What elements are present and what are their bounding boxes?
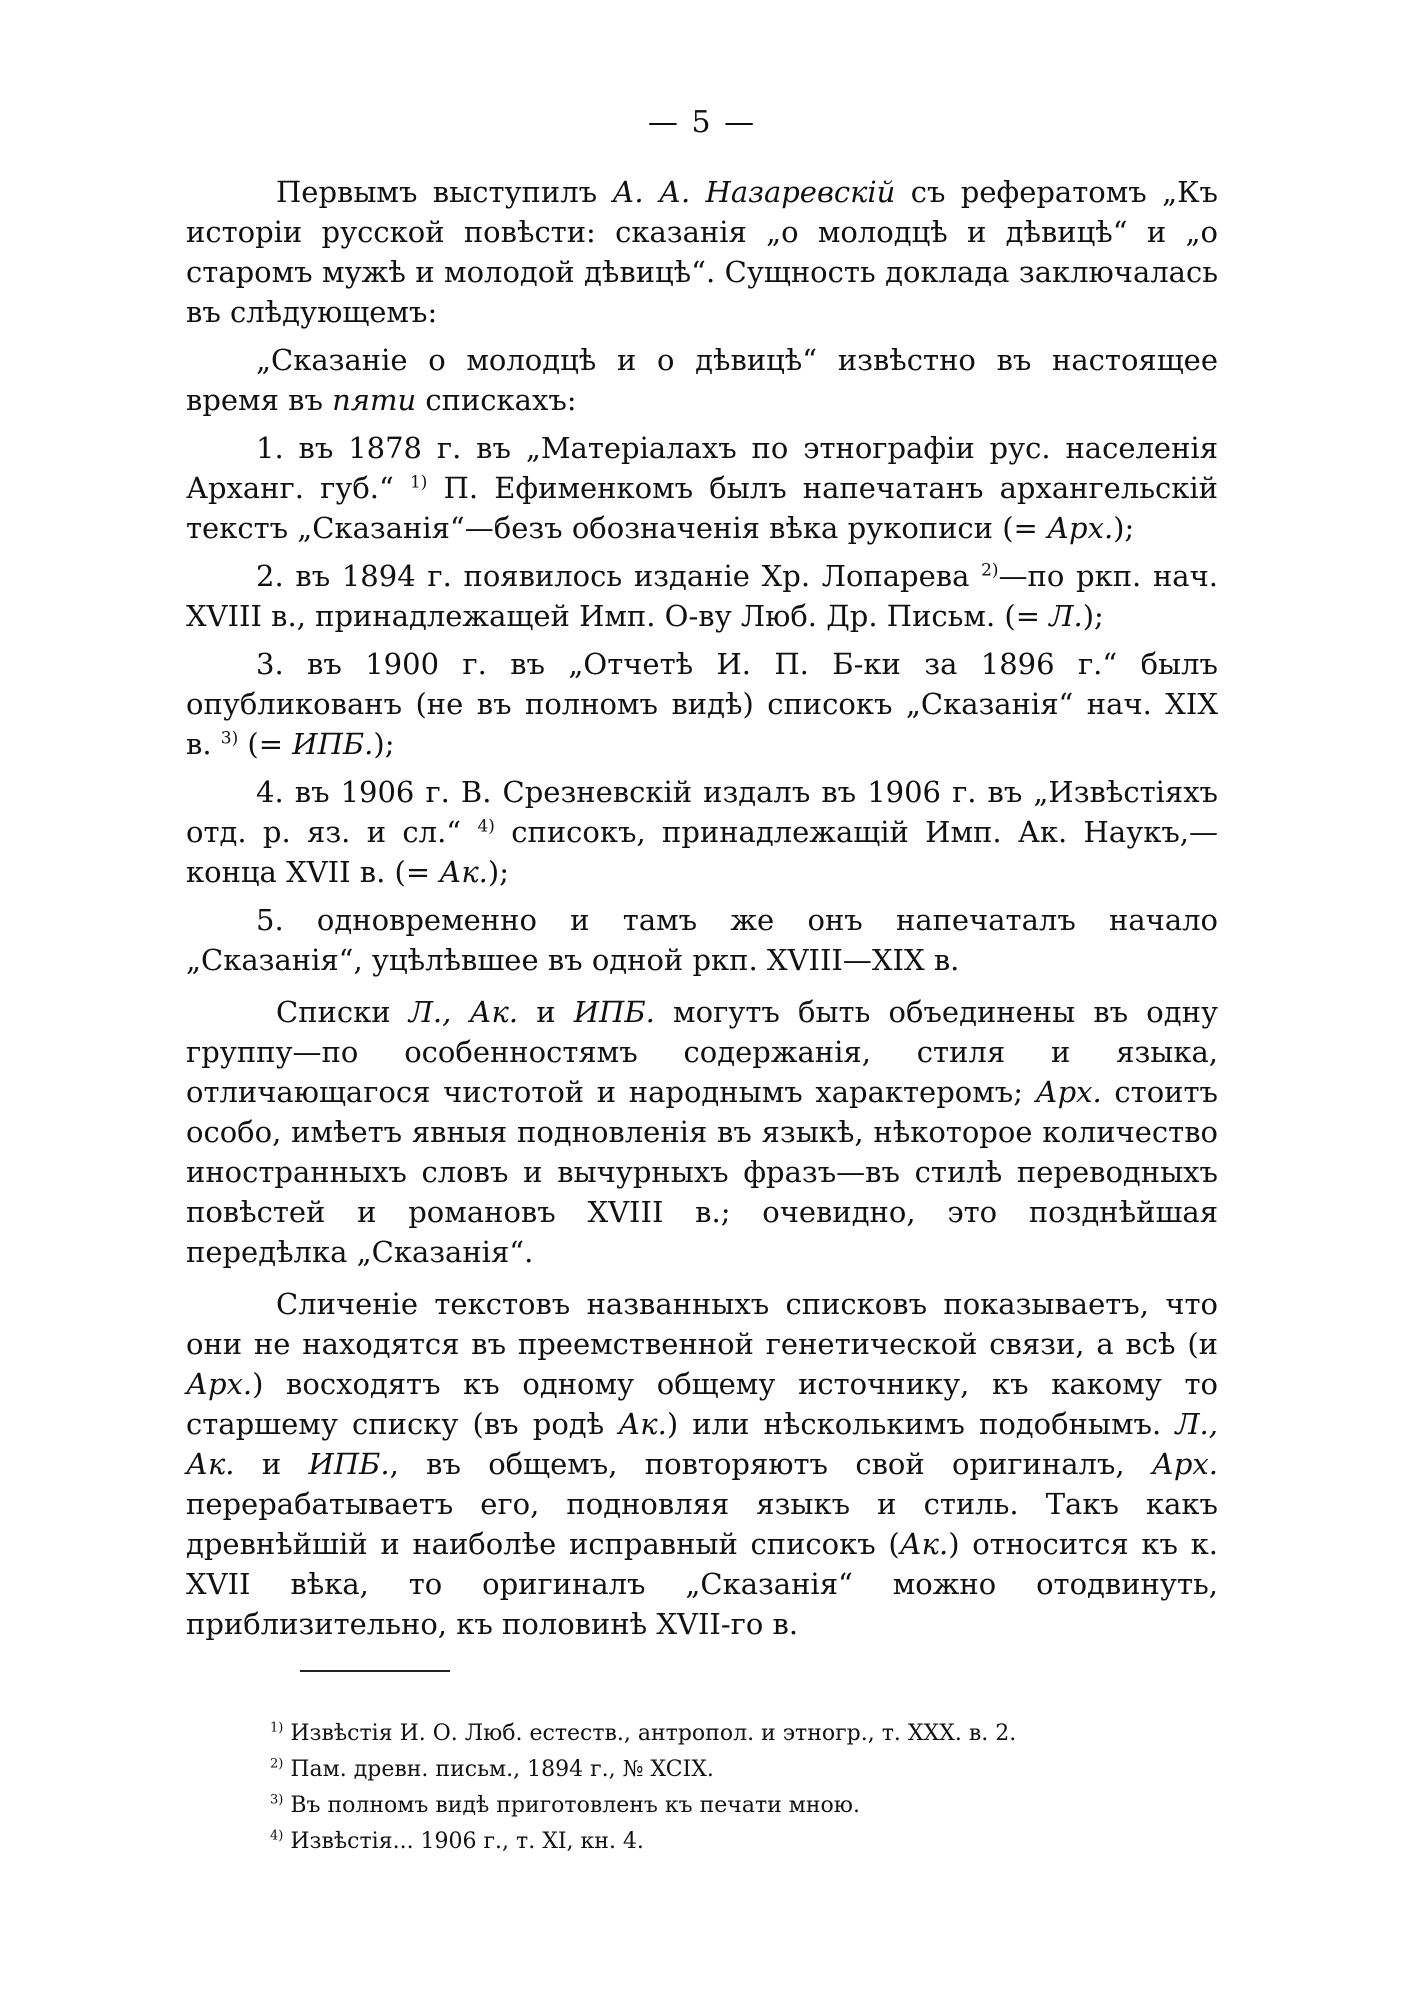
groups-abbr-3: Арх. (1035, 1075, 1102, 1109)
item4-text-a: 4. въ 1906 г. В. Срезневскій издалъ въ 1906 г. въ „Извѣстіяхъ отд. р. яз. и сл.“ (186, 775, 1218, 849)
groups-text-a: Списки (276, 995, 409, 1029)
item3-abbr: ИПБ. (292, 727, 374, 761)
footnotes (270, 1716, 1190, 1860)
groups-abbr-2: ИПБ. (573, 995, 655, 1029)
footnote-1 (270, 1716, 1190, 1752)
footnote-text: Извѣстія... 1906 г., т. XI, кн. 4. (283, 1829, 644, 1854)
footnote-ref-1: 1) (409, 472, 428, 493)
item1-text-b: П. Ефименкомъ былъ напечатанъ архангельскій текстъ „Сказанія“—безъ обозначенія вѣка рукописи (= (186, 471, 1219, 545)
item2-text-b: —по ркп. нач. XVIII в., принадлежащей Имп. О-ву Люб. Др. Письм. (= (186, 559, 1218, 633)
footnote-mark: 1) (270, 1720, 284, 1736)
comparison-text-d: и (234, 1447, 309, 1481)
intro-text: Первымъ выступилъ (276, 175, 613, 209)
page-number: — 5 — (647, 105, 757, 140)
comparison-abbr-5: Арх. (1151, 1447, 1219, 1481)
lists-text-end: спискахъ: (416, 383, 577, 417)
item1-text-a: 1. въ 1878 г. въ „Матеріалахъ по этнографіи рус. населенія Арханг. губ.“ (186, 431, 1218, 505)
comparison-text-a: Сличеніе текстовъ названныхъ списковъ показываетъ, что они не находятся въ преемственной генетической связи, а всѣ (и (186, 1287, 1218, 1361)
list-item-3 (186, 644, 1218, 764)
footnote-3 (270, 1788, 1190, 1824)
footnote-divider (300, 1670, 450, 1672)
comparison-abbr-4: ИПБ. (308, 1447, 390, 1481)
comparison-text-g: ) относится къ к. XVII вѣка, то оригиналъ „Сказанія“ можно отодвинуть, приблизительно, къ половинѣ XVII-го в. (186, 1527, 1218, 1641)
paragraph-groups (186, 992, 1218, 1272)
footnote-2 (270, 1752, 1190, 1788)
list-item-5: 5. одновременно и тамъ же онъ напечаталъ начало „Сказанія“, уцѣлѣвшее въ одной ркп. XVIII—XIX в. (186, 903, 1218, 977)
comparison-abbr-1: Арх. (186, 1367, 253, 1401)
intro-rest: съ рефератомъ „Къ исторіи русской повѣсти: сказанія „о молодцѣ и дѣвицѣ“ и „о старомъ мужѣ и молодой дѣвицѣ“. Сущность доклада заключалась въ слѣдующемъ: (186, 175, 1219, 329)
comparison-text-e: , въ общемъ, повторяютъ свой оригиналъ, (389, 1447, 1152, 1481)
footnote-4 (270, 1824, 1190, 1860)
comparison-text-c: ) или нѣсколькимъ подобнымъ. (666, 1407, 1176, 1441)
item4-abbr: Ак. (439, 855, 488, 889)
body-text (186, 172, 1218, 1652)
groups-text-c: могутъ быть объединены въ одну группу—по особенностямъ содержанія, стиля и языка, отличающагося чистотой и народнымъ характеромъ; (186, 995, 1219, 1109)
groups-text-b: и (518, 995, 574, 1029)
paragraph-intro (186, 172, 1218, 332)
item4-text-b: списокъ, принадлежащій Имп. Ак. Наукъ,—конца XVII в. (= (186, 815, 1218, 889)
footnote-mark: 2) (270, 1756, 284, 1772)
footnote-mark: 3) (270, 1792, 284, 1808)
footnote-text: Пам. древн. письм., 1894 г., № XCIX. (283, 1757, 714, 1782)
footnote-text: Извѣстія И. О. Люб. естеств., антропол. и этногр., т. XXX. в. 2. (283, 1721, 1017, 1746)
footnote-ref-3: 3) (220, 728, 239, 749)
groups-abbr-1: Л., Ак. (408, 995, 519, 1029)
item2-text-c: ); (1082, 599, 1104, 633)
comparison-abbr-6: Ак. (899, 1527, 949, 1561)
lists-emphasis: пяти (332, 383, 417, 417)
item3-text-a: 3. въ 1900 г. въ „Отчетѣ И. П. Б-ки за 1896 г.“ былъ опубликованъ (не въ полномъ видѣ) списокъ „Сказанія“ нач. XIX в. (186, 647, 1218, 761)
footnote-mark: 4) (270, 1828, 284, 1844)
item4-text-c: ); (487, 855, 509, 889)
paragraph-lists (186, 340, 1218, 420)
comparison-text-b: ) восходятъ къ одному общему источнику, къ какому то старшему списку (въ родѣ (186, 1367, 1218, 1441)
comparison-abbr-3: Л., Ак. (186, 1407, 1218, 1481)
footnote-ref-2: 2) (981, 560, 999, 581)
lists-text-start: „Сказаніе о молодцѣ и о дѣвицѣ“ извѣстно въ настоящее время въ (186, 343, 1218, 417)
paragraph-comparison (186, 1284, 1218, 1644)
speaker-name: А. А. Назаревскій (612, 175, 896, 209)
footnote-text: Въ полномъ видѣ приготовленъ къ печати мною. (283, 1793, 860, 1818)
footnote-ref-4: 4) (477, 816, 495, 837)
comparison-abbr-2: Ак. (618, 1407, 667, 1441)
item3-text-c: ); (373, 727, 395, 761)
item1-text-c: ); (1113, 511, 1135, 545)
comparison-text-f: перерабатываетъ его, подновляя языкъ и стиль. Такъ какъ древнѣйшій и наиболѣе исправный списокъ ( (186, 1487, 1218, 1561)
item2-abbr: Л. (1049, 599, 1083, 633)
list-item-4 (186, 772, 1218, 892)
item1-abbr: Арх. (1047, 511, 1114, 545)
item3-text-b: (= (238, 727, 293, 761)
groups-text-d: стоитъ особо, имѣетъ явныя подновленія въ языкѣ, нѣкоторое количество иностранныхъ словъ и вычурныхъ фразъ—въ стилѣ переводныхъ повѣстей и романовъ XVIII в.; очевидно, это позднѣйшая передѣлка „Сказанія“. (186, 1075, 1218, 1269)
list-item-1 (186, 428, 1218, 548)
list-item-2 (186, 556, 1218, 636)
item2-text-a: 2. въ 1894 г. появилось изданіе Хр. Лопарева (256, 559, 982, 593)
